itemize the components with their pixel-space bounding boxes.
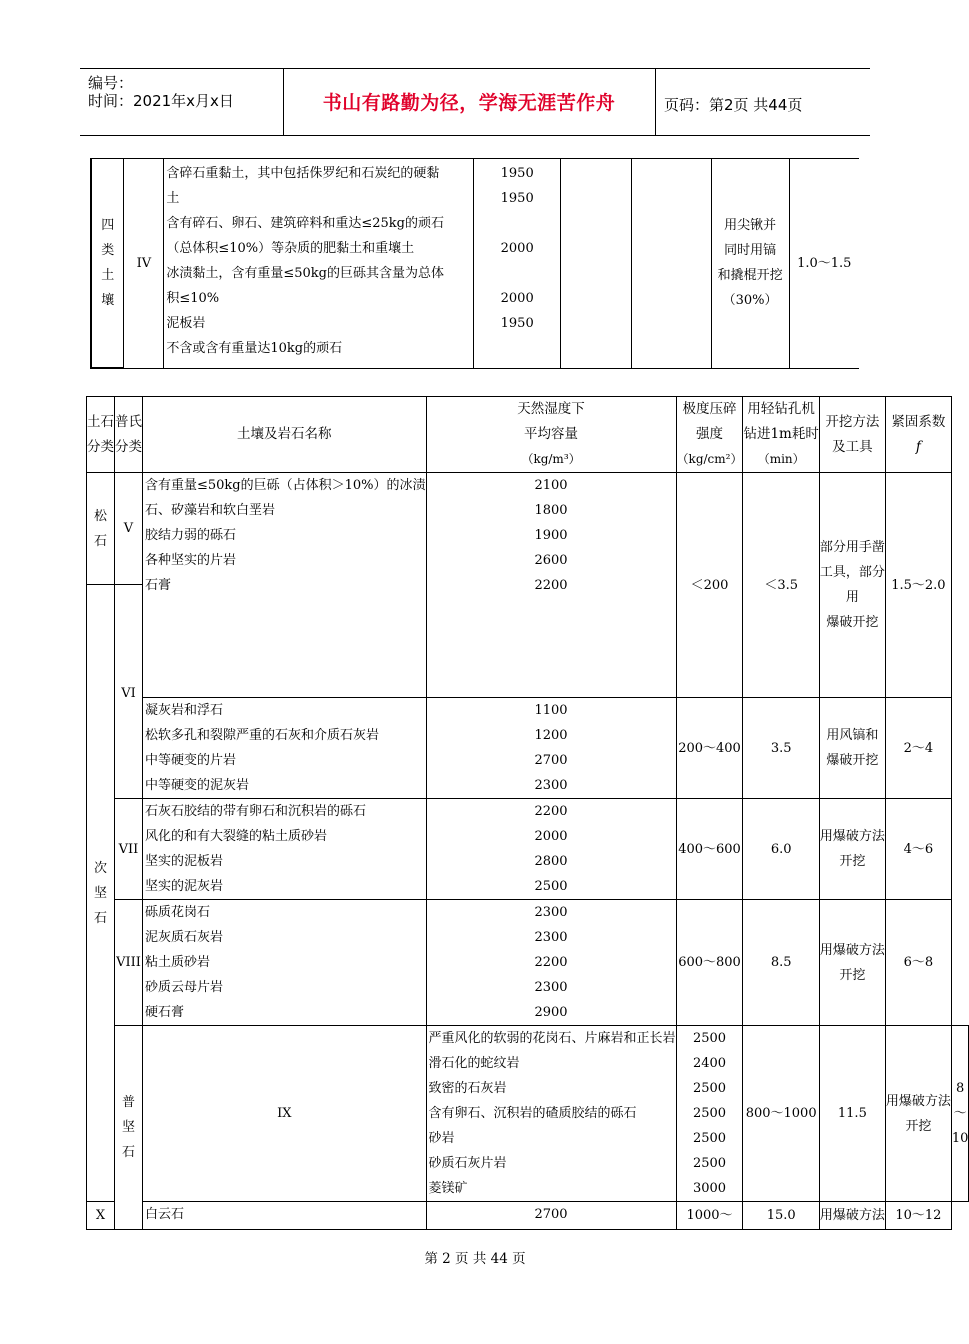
category-char: 壤 xyxy=(101,293,115,308)
soil-name: 土 xyxy=(166,191,180,206)
density-value: 2300 xyxy=(534,930,568,945)
coefficient-cell: 1.5～2.0 xyxy=(885,473,951,698)
category-char: 石 xyxy=(121,1145,135,1160)
header-text: 强度 xyxy=(696,426,723,442)
page-footer: 第 2 页 共 44 页 xyxy=(424,1251,526,1267)
table-row xyxy=(87,473,969,585)
density-cell xyxy=(426,900,676,1026)
method-cell xyxy=(819,698,885,799)
method-line: 同时用镐 xyxy=(724,243,777,259)
density-cell xyxy=(474,159,561,369)
coefficient-cell: 2～4 xyxy=(885,698,951,799)
rock-names-cell xyxy=(143,698,427,799)
density-value: 2300 xyxy=(534,980,568,995)
soil-name: 泥板岩 xyxy=(166,316,206,331)
density-value: 2200 xyxy=(534,955,568,970)
drill-time-cell: 15.0 xyxy=(743,1202,819,1230)
table-row xyxy=(87,698,969,799)
density-cell xyxy=(426,698,676,799)
method-cell xyxy=(819,1202,885,1230)
header-text: 用轻钻孔机 xyxy=(747,401,815,417)
method-line: 工具，部分 xyxy=(819,565,885,580)
coefficient-cell: 10～12 xyxy=(885,1202,951,1230)
header-rock-name: 土壤及岩石名称 xyxy=(143,397,427,473)
category-char: 石 xyxy=(93,910,107,926)
density-value: 2700 xyxy=(534,753,568,768)
rock-name: 砂岩 xyxy=(428,1131,455,1146)
rock-names-cell xyxy=(143,473,427,698)
rock-names-cell xyxy=(426,1026,676,1202)
method-line: 用爆破方法 xyxy=(819,942,885,958)
rock-name: 砂质云母片岩 xyxy=(145,980,224,995)
method-line: 用爆破方法 xyxy=(819,1208,885,1223)
soil-name: （总体积≤10%）等杂质的肥黏土和重壤土 xyxy=(166,241,415,256)
rock-name: 松软多孔和裂隙严重的石灰和介质石灰岩 xyxy=(145,728,380,743)
density-value: 1950 xyxy=(500,316,534,331)
density-value: 2300 xyxy=(534,778,568,793)
density-value: 2500 xyxy=(692,1031,727,1046)
soil-name: 含碎石重黏土，其中包括侏罗纪和石炭纪的硬黏 xyxy=(166,166,440,181)
rock-name: 石、矽藻岩和软白垩岩 xyxy=(145,503,276,518)
rock-name: 滑石化的蛇纹岩 xyxy=(428,1056,520,1071)
page-info: 页码：第2页 共44页 xyxy=(664,96,803,114)
density-value: 2300 xyxy=(534,905,568,920)
rock-name: 硬石膏 xyxy=(145,1005,185,1020)
density-value: 2500 xyxy=(692,1156,727,1171)
header-soil-category xyxy=(87,397,115,473)
coefficient-cell: 8～10 xyxy=(951,1026,969,1202)
density-value: 2700 xyxy=(534,1207,568,1222)
method-cell xyxy=(819,799,885,900)
rock-name: 凝灰岩和浮石 xyxy=(145,703,224,718)
rock-name: 石灰石胶结的带有卵石和沉积岩的砾石 xyxy=(145,804,367,819)
soil-names-cell xyxy=(164,159,474,369)
header-text: f xyxy=(915,438,921,455)
category-char: 石 xyxy=(93,533,107,549)
rock-name: 石膏 xyxy=(145,578,172,593)
rock-name: 中等硬变的片岩 xyxy=(145,753,237,768)
soil-name: 不含或含有重量达10kg的顽石 xyxy=(166,341,343,356)
header-coefficient xyxy=(885,397,951,473)
rock-name: 泥灰质石灰岩 xyxy=(145,930,224,945)
method-line: 部分用手凿 xyxy=(819,540,885,555)
table-row xyxy=(87,1026,969,1202)
method-line: 爆破开挖 xyxy=(826,615,879,630)
grade-cell: VIII xyxy=(115,900,143,1026)
grade-cell: IV xyxy=(124,159,164,369)
soil-name: 冰渍黏土，含有重量≤50kg的巨砾其含量为总体 xyxy=(166,266,444,281)
method-line: 爆破开挖 xyxy=(826,753,879,768)
rock-names-cell xyxy=(143,900,427,1026)
strength-cell xyxy=(561,159,632,369)
density-value: 2900 xyxy=(534,1005,568,1020)
header-motto: 书山有路勤为径，学海无涯苦作舟 xyxy=(322,92,616,114)
category-hard-rock xyxy=(115,1026,143,1230)
rock-name: 含有重量≤50kg的巨砾（占体积＞10%）的冰渍 xyxy=(145,478,426,493)
grade-cell: VI xyxy=(115,585,143,799)
header-text: （kg/m³） xyxy=(521,452,581,466)
density-value: 2100 xyxy=(534,478,568,493)
method-line: 开挖 xyxy=(905,1118,932,1134)
rock-name: 砾质花岗石 xyxy=(145,905,211,920)
rock-name: 胶结力弱的砾石 xyxy=(145,528,237,543)
density-cell xyxy=(676,1026,743,1202)
method-line: 用爆破方法 xyxy=(885,1093,951,1109)
header-bottom-rule xyxy=(80,135,870,136)
method-line: 和撬棍开挖 xyxy=(717,268,783,284)
coefficient-cell: 1.0～1.5 xyxy=(789,159,859,369)
density-value: 2200 xyxy=(534,578,568,593)
rock-names-cell xyxy=(143,799,427,900)
density-value: 2000 xyxy=(500,291,534,306)
header-text: 分类 xyxy=(87,438,114,455)
header-text: 开挖方法 xyxy=(825,413,880,430)
method-line: （30%） xyxy=(722,293,778,309)
rock-name: 白云石 xyxy=(145,1207,185,1222)
rock-name: 含有卵石、沉积岩的碴质胶结的砾石 xyxy=(428,1106,637,1121)
header-text: （kg/cm²） xyxy=(676,452,743,466)
header-method xyxy=(819,397,885,473)
header-text: 及工具 xyxy=(832,438,873,455)
density-value: 1800 xyxy=(534,503,568,518)
header-text: 天然湿度下 xyxy=(517,401,585,417)
strength-cell: 400～600 xyxy=(676,799,743,900)
header-text: 土石 xyxy=(87,413,114,430)
header-text: 平均容量 xyxy=(524,426,579,442)
header-text: （min） xyxy=(757,452,805,466)
method-line: 用 xyxy=(845,590,859,605)
density-value: 2500 xyxy=(692,1131,727,1146)
table-row xyxy=(87,900,969,1026)
rock-name: 砂质石灰片岩 xyxy=(428,1156,507,1171)
rock-classification-table xyxy=(86,396,969,1230)
category-char: 土 xyxy=(101,268,115,283)
density-cell xyxy=(426,473,676,698)
grade-cell: IX xyxy=(143,1026,427,1202)
grade-cell: V xyxy=(115,473,143,585)
drill-time-cell: 6.0 xyxy=(743,799,819,900)
method-line: 开挖 xyxy=(839,854,866,869)
soil-table-continuation xyxy=(90,158,859,369)
category-char: 坚 xyxy=(93,885,107,901)
density-value: 2500 xyxy=(534,879,568,894)
header-text: 钻进1m耗时 xyxy=(743,426,819,442)
density-value: 3000 xyxy=(692,1181,727,1196)
drill-time-cell: 3.5 xyxy=(743,698,819,799)
category-char: 次 xyxy=(93,860,107,876)
method-cell xyxy=(885,1026,951,1202)
strength-cell: 1000～ xyxy=(676,1202,743,1230)
rock-names-cell xyxy=(143,1202,427,1230)
grade-cell: X xyxy=(87,1202,115,1230)
method-line: 用爆破方法 xyxy=(819,829,885,844)
table-header-row xyxy=(87,397,969,473)
rock-name: 坚实的泥灰岩 xyxy=(145,879,224,894)
table-row xyxy=(87,799,969,900)
header-divider xyxy=(283,68,284,135)
coefficient-cell: 6～8 xyxy=(885,900,951,1026)
density-value: 1950 xyxy=(500,191,534,206)
header-text: 紧固系数 xyxy=(891,413,946,430)
category-char: 普 xyxy=(121,1095,135,1110)
density-value: 2000 xyxy=(534,829,568,844)
density-value: 2800 xyxy=(534,854,568,869)
table-row xyxy=(87,1202,969,1230)
density-value: 1200 xyxy=(534,728,568,743)
rock-name: 坚实的泥板岩 xyxy=(145,854,224,869)
header-density xyxy=(426,397,676,473)
rock-name: 风化的和有大裂缝的粘土质砂岩 xyxy=(145,829,328,844)
header-text: 普氏 xyxy=(115,413,142,430)
header-divider xyxy=(655,68,656,135)
method-line: 开挖 xyxy=(839,967,866,983)
method-cell xyxy=(711,159,789,369)
header-top-rule xyxy=(80,68,870,69)
document-number-label: 编号： xyxy=(88,74,134,92)
grade-cell: VII xyxy=(115,799,143,900)
rock-name: 粘土质砂岩 xyxy=(145,955,211,970)
header-text: 分类 xyxy=(115,438,142,455)
drill-time-cell xyxy=(631,159,711,369)
strength-cell: 800～1000 xyxy=(743,1026,819,1202)
density-value: 2200 xyxy=(534,804,568,819)
rock-name: 致密的石灰岩 xyxy=(428,1081,507,1096)
rock-name: 各种坚实的片岩 xyxy=(145,553,237,568)
category-soft-rock xyxy=(87,473,115,585)
density-value: 2400 xyxy=(692,1056,727,1071)
strength-cell: 600～800 xyxy=(676,900,743,1026)
soil-name: 积≤10% xyxy=(166,291,220,306)
soil-name: 含有碎石、卵石、建筑碎料和重达≤25kg的顽石 xyxy=(166,216,444,231)
method-cell xyxy=(819,473,885,698)
density-value: 2500 xyxy=(692,1106,727,1121)
density-value xyxy=(474,261,560,286)
density-cell xyxy=(426,799,676,900)
drill-time-cell: 8.5 xyxy=(743,900,819,1026)
strength-cell: 200～400 xyxy=(676,698,743,799)
method-line: 用风镐和 xyxy=(826,728,879,743)
header-text: 极度压碎 xyxy=(682,401,737,417)
header-strength xyxy=(676,397,743,473)
drill-time-cell: 11.5 xyxy=(819,1026,885,1202)
density-value: 2600 xyxy=(534,553,568,568)
density-value xyxy=(474,336,560,361)
rock-name: 中等硬变的泥灰岩 xyxy=(145,778,250,793)
method-line: 用尖锹并 xyxy=(724,218,777,234)
header-protodyakonov-grade xyxy=(115,397,143,473)
drill-time-cell: ＜3.5 xyxy=(743,473,819,698)
density-value xyxy=(474,211,560,236)
density-value: 1900 xyxy=(534,528,568,543)
category-char: 坚 xyxy=(121,1120,135,1135)
category-medium-rock xyxy=(87,585,115,1202)
method-cell xyxy=(819,900,885,1026)
density-value: 2500 xyxy=(692,1081,727,1096)
soil-category-cell xyxy=(91,159,124,369)
coefficient-cell: 4～6 xyxy=(885,799,951,900)
rock-name: 严重风化的软弱的花岗石、片麻岩和正长岩 xyxy=(428,1031,676,1046)
density-value: 1100 xyxy=(534,703,568,718)
density-value: 2000 xyxy=(500,241,534,256)
category-char: 四 xyxy=(101,218,115,233)
rock-name: 菱镁矿 xyxy=(428,1181,468,1196)
density-cell xyxy=(426,1202,676,1230)
density-value: 1950 xyxy=(500,166,534,181)
header-drill-time xyxy=(743,397,819,473)
document-date: 时间：2021年x月x日 xyxy=(88,92,234,110)
strength-cell: ＜200 xyxy=(676,473,743,698)
category-char: 松 xyxy=(93,508,107,524)
category-char: 类 xyxy=(101,243,115,258)
